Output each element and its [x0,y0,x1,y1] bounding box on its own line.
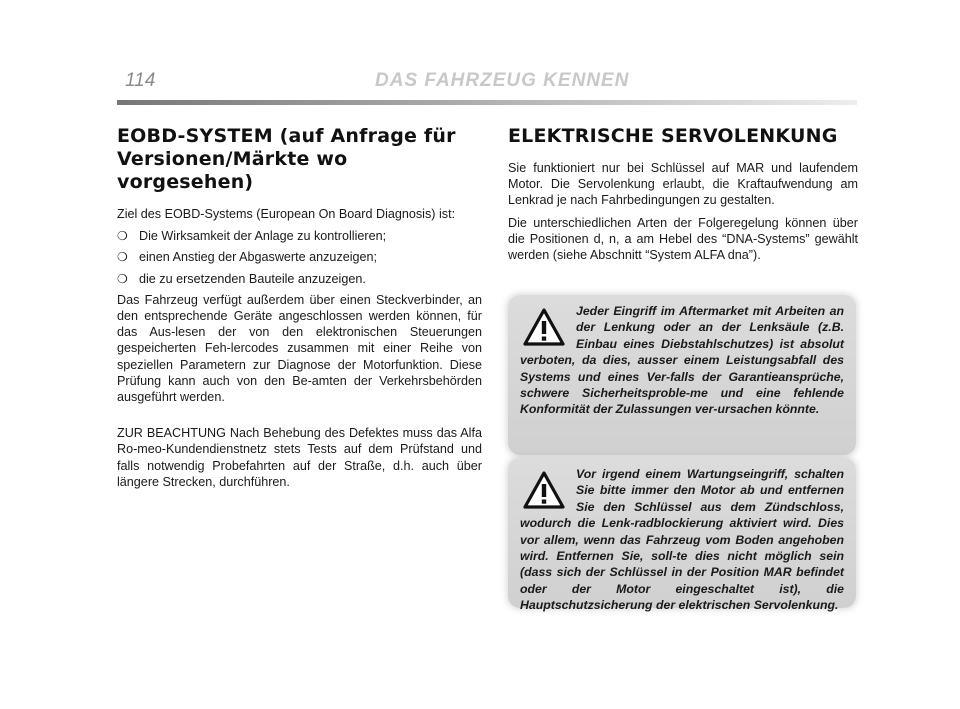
page-number: 114 [125,70,156,91]
spacer [117,411,482,425]
left-column [117,125,482,496]
eobd-note: ZUR BEACHTUNG Nach Behebung des Defektes muss das Alfa Ro-meo-Kundendienstnetz stets Tests auf dem Prüfstand und falls notwendig Probefahrten auf der Straße, d.h. auch über längere Strecken, durchführen. [117,426,482,489]
warning-triangle-icon [522,307,566,347]
circle-bullet-icon: ❍ [117,229,128,244]
eobd-intro: Ziel des EOBD-Systems (European On Board Diagnosis) ist: [117,207,456,221]
eobd-bullet-list [117,228,482,287]
warning-text: Vor irgend einem Wartungseingriff, schalten Sie bitte immer den Motor ab und entfernen Sie den Schlüssel aus dem Zündschloss, wodurch die Lenk-radblockierung aktiviert wird. Dies vor allem, wenn das Fahrzeug vom Boden angehoben wird. Entfernen Sie, soll-te dies nicht möglich sein (dass sich der Schlüssel in der Position MAR befindet oder der Motor eingeschaltet ist), die Hauptschutzsicherung der elektrischen Servolenkung. [520,467,844,613]
list-item: ❍ die zu ersetzenden Bauteile anzuzeigen. [117,271,366,286]
list-item: ❍ Die Wirksamkeit der Anlage zu kontrollieren; [117,229,387,244]
warning-box [508,295,856,455]
header-rule [117,100,857,105]
eobd-paragraph: Das Fahrzeug verfügt außerdem über einen Steckverbinder, an den entsprechende Geräte angeschlossen werden können, für das Aus-lesen der von den elektronischen Steuerungen gespeicherten Feh-lercodes zusammen mit einer Reihe von speziellen Parametern zur Diagnose der Motorfunktion. Diese Prüfung kann auch von den Be-amten der Verkehrsbehörden ausgeführt werden. [117,292,482,405]
servolenkung-paragraph: Sie funktioniert nur bei Schlüssel auf MAR und laufendem Motor. Die Servolenkung erlaubt, die Kraftaufwendung am Lenkrad je nach Fahrbedingungen zu gestalten. [508,161,858,208]
circle-bullet-icon: ❍ [117,250,128,265]
right-column [508,125,858,269]
servolenkung-paragraph: Die unterschiedlichen Arten der Folgeregelung können über die Positionen d, n, a am Hebel des “DNA-Systems” gewählt werden (siehe Abschnitt “System ALFA dna”). [508,215,858,263]
servolenkung-title: ELEKTRISCHE SERVOLENKUNG [508,125,838,147]
circle-bullet-icon: ❍ [117,271,128,286]
warning-triangle-icon [522,470,566,510]
eobd-title: EOBD-SYSTEM (auf Anfrage für Versionen/Märkte wo vorgesehen) [117,125,456,193]
section-header: DAS FAHRZEUG KENNEN [375,70,630,91]
warning-text: Jeder Eingriff im Aftermarket mit Arbeiten an der Lenkung oder an der Lenksäule (z.B. Einbau eines Diebstahlschutzes) ist absolut verboten, da dies, ausser einem Leistungsabfall des Systems und eines Ver-falls der Garantieansprüche, schwere Sicherheitsproble-me und eine fehlende Konformität der Zulassungen ver-ursachen könnte. [520,304,844,417]
list-item: ❍ einen Anstieg der Abgaswerte anzuzeigen; [117,250,378,265]
warning-box [508,458,856,613]
